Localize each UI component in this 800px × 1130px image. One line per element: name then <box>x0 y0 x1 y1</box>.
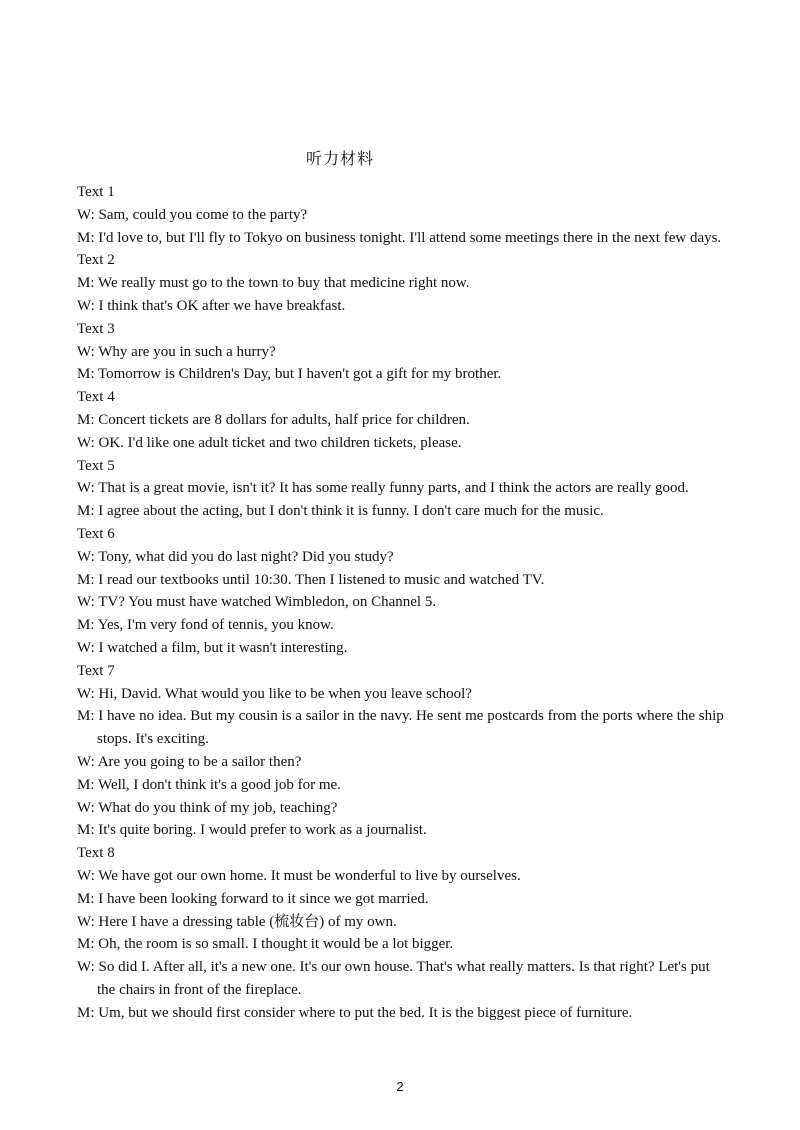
dialogue-line: M: Well, I don't think it's a good job for me. <box>77 776 341 793</box>
dialogue-line: W: I watched a film, but it wasn't interesting. <box>77 639 348 656</box>
page-number: 2 <box>396 1079 404 1094</box>
dialogue-line: M: Oh, the room is so small. I thought it would be a lot bigger. <box>77 936 454 953</box>
dialogue-line: W: I think that's OK after we have breakfast. <box>77 297 346 314</box>
section-heading: Text 4 <box>77 389 115 406</box>
dialogue-line: W: Sam, could you come to the party? <box>77 206 308 223</box>
section-heading: Text 8 <box>77 845 115 862</box>
dialogue-line: M: Um, but we should first consider where to put the bed. It is the biggest piece of furniture. <box>77 1004 633 1021</box>
dialogue-line: W: We have got our own home. It must be wonderful to live by ourselves. <box>77 867 521 884</box>
section-heading: Text 2 <box>77 252 115 269</box>
dialogue-line: W: Tony, what did you do last night? Did you study? <box>77 548 394 565</box>
dialogue-line: M: I'd love to, but I'll fly to Tokyo on business tonight. I'll attend some meetings there in the next few days. <box>77 229 722 246</box>
dialogue-line: W: Hi, David. What would you like to be when you leave school? <box>77 685 472 702</box>
section-heading: Text 3 <box>77 320 115 337</box>
dialogue-line: M: It's quite boring. I would prefer to work as a journalist. <box>77 822 427 839</box>
dialogue-line: W: So did I. After all, it's a new one. It's our own house. That's what really matters. Is that right? Let's put the chairs in front of the fireplace. <box>77 959 710 998</box>
dialogue-line: W: Are you going to be a sailor then? <box>77 753 302 770</box>
dialogue-line: M: I have been looking forward to it since we got married. <box>77 890 429 907</box>
dialogue-line: M: We really must go to the town to buy that medicine right now. <box>77 275 470 292</box>
dialogue-line: M: Yes, I'm very fond of tennis, you know. <box>77 617 334 634</box>
dialogue-line: W: Here I have a dressing table (梳妆台) of my own. <box>77 913 397 930</box>
transcript-body <box>77 181 727 1024</box>
section-heading: Text 1 <box>77 184 115 200</box>
section-heading: Text 6 <box>77 525 115 542</box>
dialogue-line: W: What do you think of my job, teaching? <box>77 799 338 816</box>
dialogue-line: W: TV? You must have watched Wimbledon, on Channel 5. <box>77 594 437 611</box>
dialogue-line: M: I read our textbooks until 10:30. Then I listened to music and watched TV. <box>77 571 545 588</box>
section-heading: Text 5 <box>77 457 115 474</box>
dialogue-line: W: That is a great movie, isn't it? It has some really funny parts, and I think the actors are really good. <box>77 480 689 497</box>
dialogue-line: M: Concert tickets are 8 dollars for adults, half price for children. <box>77 411 470 428</box>
dialogue-line: M: I agree about the acting, but I don't think it is funny. I don't care much for the music. <box>77 503 604 520</box>
dialogue-line: M: I have no idea. But my cousin is a sailor in the navy. He sent me postcards from the ports where the ship stops. It's exciting. <box>77 708 724 748</box>
dialogue-line: W: OK. I'd like one adult ticket and two children tickets, please. <box>77 434 462 451</box>
section-heading: Text 7 <box>77 662 115 679</box>
page-title: 听力材料 <box>305 149 374 168</box>
dialogue-line: M: Tomorrow is Children's Day, but I haven't got a gift for my brother. <box>77 366 502 383</box>
dialogue-line: W: Why are you in such a hurry? <box>77 343 276 360</box>
